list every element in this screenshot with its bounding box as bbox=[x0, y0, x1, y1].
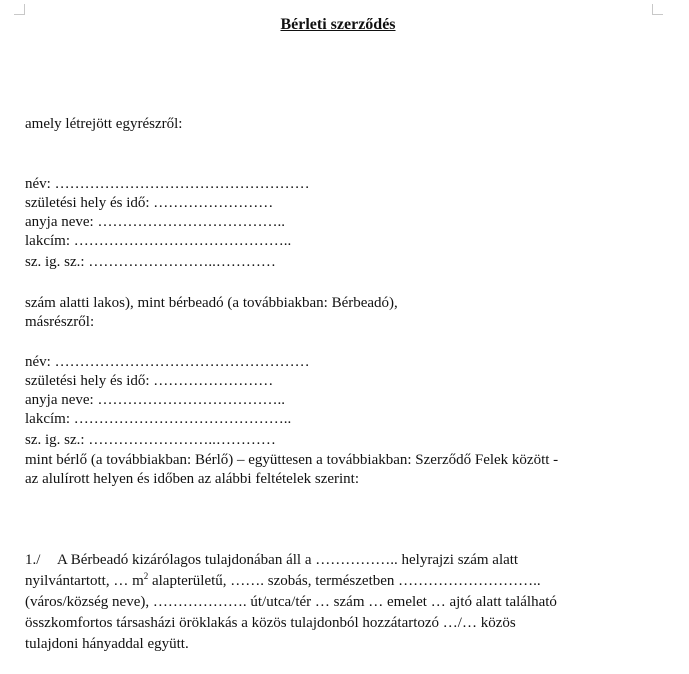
party1-role-text: szám alatti lakos), mint bérbeadó (a továbbiakban: Bérbeadó), bbox=[25, 295, 398, 311]
party2-address-field: lakcím: …………………………………….. bbox=[25, 411, 292, 427]
party1-id-field: sz. ig. sz.: ……………………..………… bbox=[25, 254, 276, 270]
party1-name-field: név: …………………………………………… bbox=[25, 176, 310, 192]
party1-birth-field: születési hely és idő: …………………… bbox=[25, 195, 274, 211]
other-party-label: másrészről: bbox=[25, 314, 95, 330]
party2-role-text: mint bérlő (a továbbiakban: Bérlő) – együttesen a továbbiakban: Szerződő Felek között - bbox=[25, 452, 559, 468]
section-1-superscript: 2 bbox=[143, 571, 149, 581]
document-title: Bérleti szerződés bbox=[280, 16, 396, 33]
section-1-number: 1./ bbox=[25, 552, 41, 568]
section-1-line-5: tulajdoni hányaddal együtt. bbox=[25, 636, 189, 652]
section-1-line-1 bbox=[25, 551, 518, 570]
section-1-line-2 bbox=[25, 572, 541, 591]
parties-conditions-text: az alulírott helyen és időben az alábbi feltételek szerint: bbox=[25, 471, 360, 487]
section-1-text-2b: alapterületű, ……. szobás, természetben ……………………….. bbox=[148, 573, 541, 589]
party2-mother-field: anyja neve: ……………………………….. bbox=[25, 392, 285, 408]
margin-corner-mark-left bbox=[14, 4, 25, 15]
section-1-line-4: összkomfortos társasházi öröklakás a közös tulajdonból hozzátartozó …/… közös bbox=[25, 615, 516, 631]
party2-birth-field: születési hely és idő: …………………… bbox=[25, 373, 274, 389]
party2-id-field: sz. ig. sz.: ……………………..………… bbox=[25, 432, 276, 448]
party2-name-field: név: …………………………………………… bbox=[25, 354, 310, 370]
section-1-text-1: A Bérbeadó kizárólagos tulajdonában áll a …………….. helyrajzi szám alatt bbox=[57, 552, 519, 568]
party1-mother-field: anyja neve: ……………………………….. bbox=[25, 214, 285, 230]
party1-address-field: lakcím: …………………………………….. bbox=[25, 233, 292, 249]
section-1-line-3: (város/község neve), ………………. út/utca/tér … szám … emelet … ajtó alatt található bbox=[25, 594, 557, 610]
intro-text: amely létrejött egyrészről: bbox=[25, 116, 183, 132]
section-1-text-2a: nyilvántartott, … m bbox=[25, 573, 144, 589]
margin-corner-mark-right bbox=[652, 4, 663, 15]
